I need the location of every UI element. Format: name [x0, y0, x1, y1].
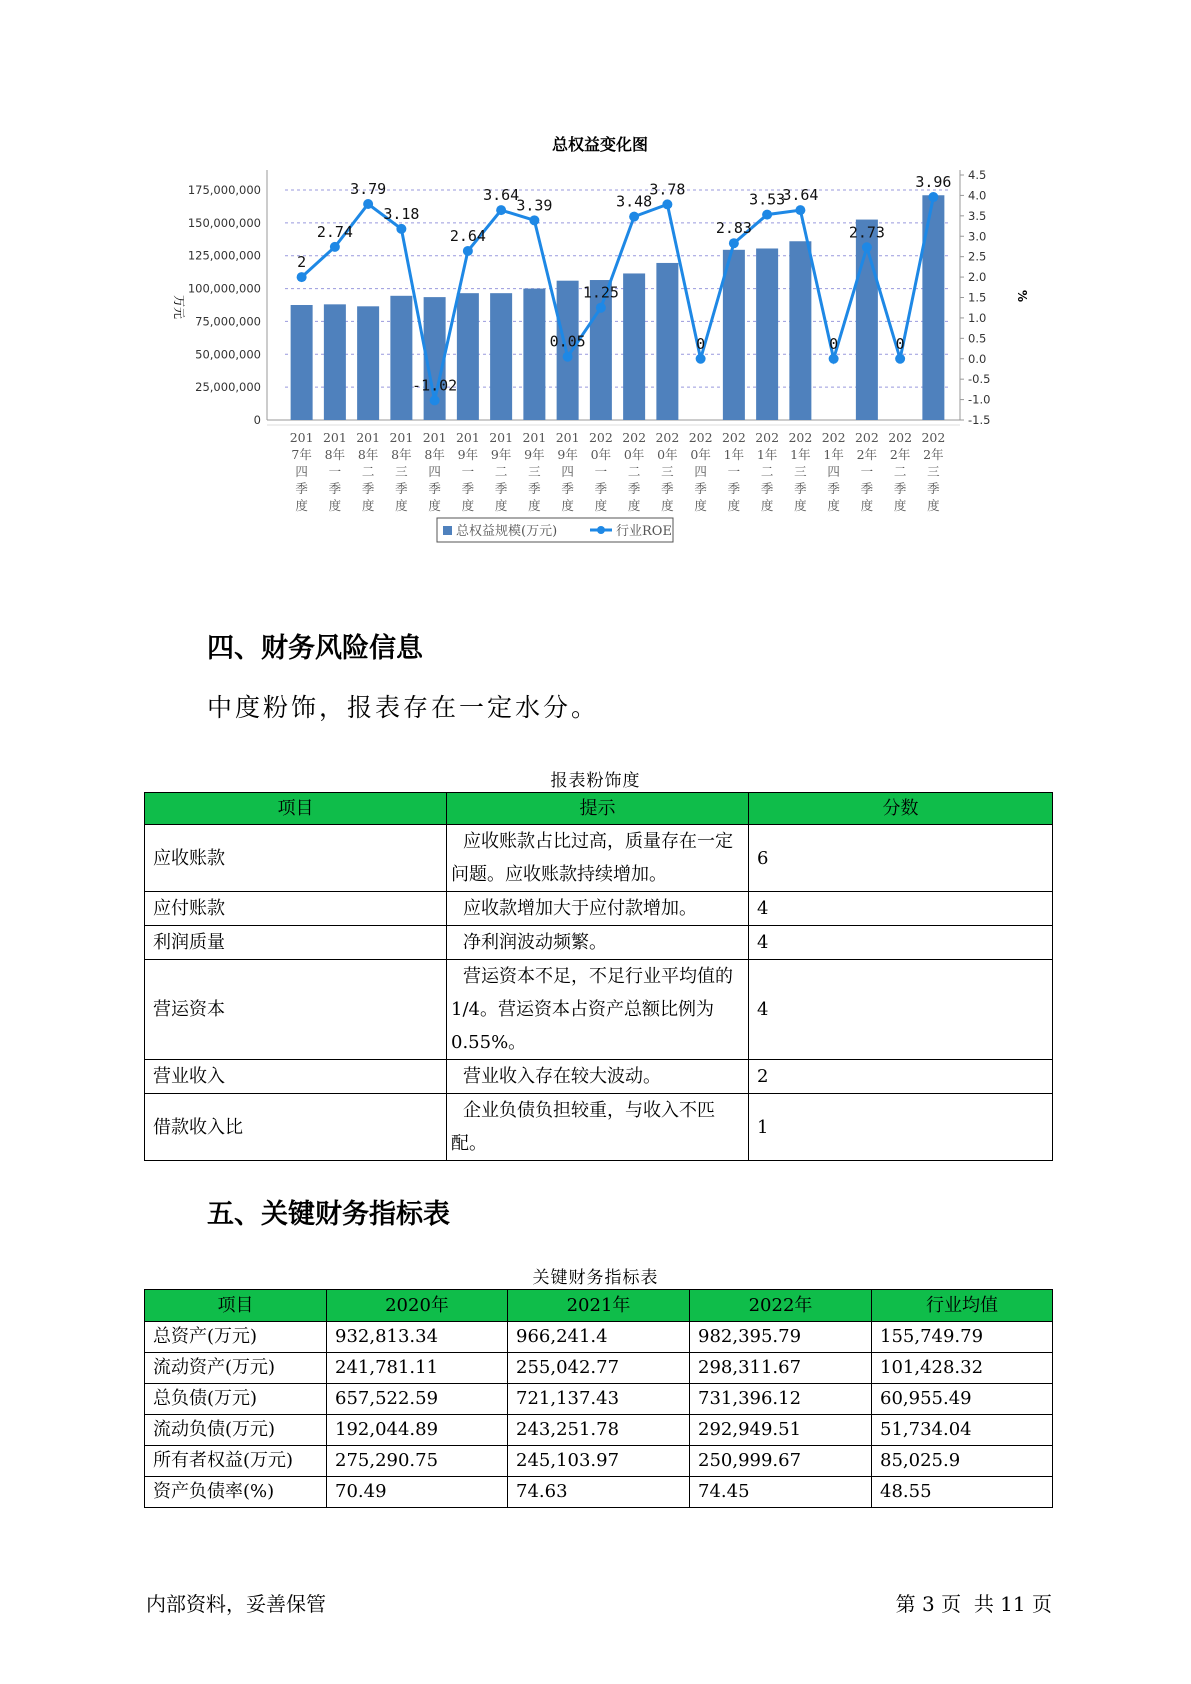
x-tick-label: 季: [794, 481, 807, 496]
table-row: [145, 1060, 1053, 1094]
bar: [656, 263, 678, 420]
x-tick-label: 202: [588, 430, 613, 445]
left-tick-label: 100,000,000: [187, 281, 261, 296]
roe-data-label: 2: [297, 253, 307, 272]
x-tick-label: 三: [927, 464, 940, 479]
x-tick-label: 度: [461, 498, 475, 513]
col-header: 分数: [749, 793, 1053, 825]
left-tick-label: 150,000,000: [187, 215, 261, 230]
table-cell: 48.55: [872, 1477, 1053, 1508]
x-tick-label: 201: [555, 430, 580, 445]
x-tick-label: 9年: [457, 447, 479, 462]
legend-marker-line: [597, 526, 605, 534]
x-tick-label: 0年: [623, 447, 645, 462]
x-tick-label: 季: [528, 481, 541, 496]
right-tick-label: 3.5: [968, 208, 987, 223]
roe-data-label: 3.48: [616, 192, 653, 211]
roe-data-label: 2.74: [316, 222, 353, 241]
right-tick-label: 2.5: [968, 249, 987, 264]
roe-data-label: 0: [895, 334, 905, 353]
x-tick-label: 季: [893, 481, 907, 496]
x-tick-label: 8年: [357, 447, 379, 462]
right-tick-label: 1.0: [968, 310, 987, 325]
x-tick-label: 度: [361, 498, 375, 513]
x-tick-label: 季: [860, 481, 874, 496]
x-tick-label: 度: [528, 498, 541, 513]
x-tick-label: 季: [494, 481, 508, 496]
right-tick-label: 4.0: [968, 188, 987, 203]
right-tick-label: 2.0: [968, 270, 987, 285]
table-row: [145, 926, 1053, 960]
roe-point: [729, 238, 739, 248]
table-row: [145, 1353, 1053, 1384]
x-tick-label: 季: [594, 481, 608, 496]
x-tick-label: 201: [389, 430, 414, 445]
x-tick-label: 1年: [756, 447, 778, 462]
x-tick-label: 度: [594, 498, 608, 513]
cell-item: 营业收入: [145, 1060, 447, 1094]
table-cell: 155,749.79: [872, 1322, 1053, 1353]
x-tick-label: 2年: [856, 447, 878, 462]
roe-point: [829, 354, 839, 364]
table-cell: 60,955.49: [872, 1384, 1053, 1415]
x-tick-label: 季: [328, 481, 342, 496]
roe-point: [895, 354, 905, 364]
roe-data-label: 3.78: [649, 180, 686, 199]
cell-hint: 企业负债负担较重，与收入不匹配。: [447, 1094, 749, 1161]
x-tick-label: 二: [760, 464, 774, 479]
x-tick-label: 二: [627, 464, 641, 479]
bar: [789, 241, 811, 420]
table-row: [145, 960, 1053, 1060]
cell-score: 4: [749, 892, 1053, 926]
roe-point: [463, 246, 473, 256]
page-number: 第 3 页 共 11 页: [895, 1592, 1052, 1616]
table-cell: 298,311.67: [690, 1353, 872, 1384]
cell-score: 1: [749, 1094, 1053, 1161]
x-tick-label: 季: [927, 481, 940, 496]
x-tick-label: 8年: [324, 447, 346, 462]
x-tick-label: 二: [893, 464, 907, 479]
table-cell: 932,813.34: [327, 1322, 508, 1353]
table-cell: 192,044.89: [327, 1415, 508, 1446]
x-tick-label: 季: [661, 481, 674, 496]
x-tick-label: 季: [694, 481, 707, 496]
cell-score: 4: [749, 926, 1053, 960]
x-tick-label: 202: [721, 430, 746, 445]
table-cell: 982,395.79: [690, 1322, 872, 1353]
x-tick-label: 0年: [657, 447, 678, 462]
x-tick-label: 202: [854, 430, 879, 445]
x-tick-label: 度: [395, 498, 408, 513]
roe-data-label: 3.64: [483, 186, 520, 205]
right-tick-label: -1.5: [968, 413, 991, 427]
cell-score: 4: [749, 960, 1053, 1060]
x-tick-label: 四: [827, 464, 840, 479]
section4-heading: 四、财务风险信息: [207, 633, 423, 664]
bar: [523, 289, 545, 420]
x-tick-label: 0年: [690, 447, 711, 462]
x-tick-label: 三: [395, 464, 408, 479]
roe-point: [430, 395, 440, 405]
table-cell: 70.49: [327, 1477, 508, 1508]
table-cell: 74.63: [508, 1477, 690, 1508]
bar: [291, 305, 313, 420]
y-axis-label-left: 万元: [172, 295, 186, 320]
table-cell: 资产负债率(%): [145, 1477, 327, 1508]
col-header: 提示: [447, 793, 749, 825]
legend-label-bar: 总权益规模(万元): [456, 524, 558, 539]
x-tick-label: 9年: [557, 447, 578, 462]
x-tick-label: 二: [494, 464, 508, 479]
table-cell: 966,241.4: [508, 1322, 690, 1353]
x-tick-label: 度: [760, 498, 774, 513]
x-tick-label: 度: [860, 498, 874, 513]
left-tick-label: 25,000,000: [195, 380, 261, 395]
table-cell: 51,734.04: [872, 1415, 1053, 1446]
x-tick-label: 季: [395, 481, 408, 496]
roe-data-label: 1.25: [582, 283, 619, 302]
x-tick-label: 度: [328, 498, 342, 513]
table-caption-risk: 报表粉饰度: [550, 771, 641, 791]
x-tick-label: 201: [422, 430, 447, 445]
x-tick-label: 度: [661, 498, 674, 513]
right-tick-label: 0.0: [968, 351, 987, 366]
x-tick-label: 季: [627, 481, 641, 496]
table-cell: 流动资产(万元): [145, 1353, 327, 1384]
cell-score: 6: [749, 825, 1053, 892]
risk-summary: 中度粉饰，报表存在一定水分。: [207, 693, 600, 722]
x-tick-label: 201: [522, 430, 547, 445]
x-tick-label: 度: [927, 498, 940, 513]
bar: [623, 273, 645, 420]
table-row: [145, 1415, 1053, 1446]
x-tick-label: 1年: [723, 447, 745, 462]
x-tick-label: 一: [328, 464, 342, 479]
table-cell: 243,251.78: [508, 1415, 690, 1446]
roe-point: [529, 215, 539, 225]
right-tick-label: 1.5: [968, 290, 987, 305]
roe-data-label: 3.18: [383, 204, 420, 223]
bar: [390, 296, 412, 420]
x-tick-label: 四: [561, 464, 574, 479]
x-tick-label: 度: [694, 498, 707, 513]
x-tick-label: 2年: [889, 447, 911, 462]
x-tick-label: 季: [727, 481, 741, 496]
x-tick-label: 202: [788, 430, 813, 445]
right-tick-label: 0.5: [968, 331, 987, 346]
x-tick-label: 度: [428, 498, 441, 513]
x-tick-label: 季: [760, 481, 774, 496]
x-tick-label: 202: [921, 430, 946, 445]
indicators-table: [144, 1289, 1053, 1508]
table-cell: 流动负债(万元): [145, 1415, 327, 1446]
roe-data-label: 0: [829, 334, 839, 353]
right-tick-label: -0.5: [968, 372, 991, 387]
roe-point: [662, 199, 672, 209]
roe-data-label: 3.79: [350, 179, 387, 198]
cell-hint: 应收款增加大于应付款增加。: [447, 892, 749, 926]
x-tick-label: 一: [461, 464, 475, 479]
table-cell: 85,025.9: [872, 1446, 1053, 1477]
table-row: [145, 1446, 1053, 1477]
table-row: [145, 892, 1053, 926]
x-tick-label: 季: [561, 481, 574, 496]
x-tick-label: 9年: [490, 447, 512, 462]
roe-data-label: 3.39: [516, 196, 553, 215]
x-tick-label: 202: [688, 430, 713, 445]
risk-table: [144, 792, 1053, 1161]
cell-hint: 应收账款占比过高，质量存在一定问题。应收账款持续增加。: [447, 825, 749, 892]
chart-title: 总权益变化图: [551, 135, 649, 154]
table-cell: 74.45: [690, 1477, 872, 1508]
cell-hint: 营运资本不足，不足行业平均值的1/4。营运资本占资产总额比例为0.55%。: [447, 960, 749, 1060]
table-cell: 所有者权益(万元): [145, 1446, 327, 1477]
roe-data-label: 3.96: [915, 173, 952, 192]
x-tick-label: 8年: [391, 447, 412, 462]
equity-chart: [150, 130, 1050, 600]
x-tick-label: 度: [893, 498, 907, 513]
roe-point: [629, 212, 639, 222]
left-tick-label: 175,000,000: [187, 183, 261, 197]
table-cell: 255,042.77: [508, 1353, 690, 1384]
table-row: [145, 1477, 1053, 1508]
roe-point: [795, 205, 805, 215]
x-tick-label: 四: [694, 464, 707, 479]
x-tick-label: 0年: [590, 447, 612, 462]
x-tick-label: 9年: [524, 447, 545, 462]
bar: [457, 293, 479, 420]
roe-point: [696, 354, 706, 364]
cell-item: 利润质量: [145, 926, 447, 960]
cell-item: 借款收入比: [145, 1094, 447, 1161]
roe-point: [563, 352, 573, 362]
bar: [756, 248, 778, 420]
cell-hint: 净利润波动频繁。: [447, 926, 749, 960]
x-tick-label: 202: [622, 430, 647, 445]
x-tick-label: 201: [289, 430, 314, 445]
x-tick-label: 202: [821, 430, 846, 445]
table-row: [145, 1322, 1053, 1353]
table-cell: 101,428.32: [872, 1353, 1053, 1384]
legend-swatch-bar: [443, 526, 452, 535]
x-tick-label: 201: [322, 430, 347, 445]
left-tick-label: 50,000,000: [195, 347, 261, 362]
x-tick-label: 一: [860, 464, 874, 479]
x-tick-label: 201: [489, 430, 514, 445]
table-row: [145, 1094, 1053, 1161]
bar: [490, 293, 512, 420]
y-axis-label-right: %: [1015, 290, 1029, 303]
roe-data-label: 2.64: [449, 226, 486, 245]
col-header: 项目: [145, 793, 447, 825]
x-tick-label: 度: [295, 498, 308, 513]
cell-score: 2: [749, 1060, 1053, 1094]
roe-point: [396, 224, 406, 234]
left-tick-label: 75,000,000: [195, 314, 261, 329]
footer-note: 内部资料，妥善保管: [146, 1592, 326, 1616]
x-tick-label: 度: [794, 498, 807, 513]
col-header: 2022年: [690, 1290, 872, 1322]
roe-data-label: 0: [696, 334, 706, 353]
x-tick-label: 三: [528, 464, 541, 479]
x-tick-label: 季: [361, 481, 375, 496]
right-tick-label: 4.5: [968, 168, 987, 182]
roe-data-label: 3.53: [749, 190, 786, 209]
roe-point: [297, 272, 307, 282]
x-tick-label: 1年: [823, 447, 844, 462]
table-cell: 241,781.11: [327, 1353, 508, 1384]
x-tick-label: 度: [727, 498, 741, 513]
col-header: 项目: [145, 1290, 327, 1322]
cell-hint: 营业收入存在较大波动。: [447, 1060, 749, 1094]
table-caption-indicators: 关键财务指标表: [532, 1268, 659, 1288]
cell-item: 应付账款: [145, 892, 447, 926]
right-tick-label: 3.0: [968, 229, 987, 244]
x-tick-label: 度: [561, 498, 574, 513]
roe-point: [762, 210, 772, 220]
x-tick-label: 度: [627, 498, 641, 513]
table-cell: 250,999.67: [690, 1446, 872, 1477]
x-tick-label: 度: [494, 498, 508, 513]
x-tick-label: 一: [594, 464, 608, 479]
x-tick-label: 季: [428, 481, 441, 496]
roe-point: [330, 242, 340, 252]
roe-data-label: 2.73: [848, 223, 885, 242]
x-tick-label: 一: [727, 464, 741, 479]
x-tick-label: 三: [794, 464, 807, 479]
bar: [357, 306, 379, 420]
roe-point: [496, 205, 506, 215]
col-header: 行业均值: [872, 1290, 1053, 1322]
table-row: [145, 1384, 1053, 1415]
table-cell: 657,522.59: [327, 1384, 508, 1415]
bar: [324, 304, 346, 420]
x-tick-label: 二: [361, 464, 375, 479]
table-cell: 721,137.43: [508, 1384, 690, 1415]
roe-data-label: 2.83: [715, 219, 752, 238]
right-tick-label: -1.0: [968, 392, 991, 407]
table-cell: 731,396.12: [690, 1384, 872, 1415]
x-tick-label: 四: [428, 464, 441, 479]
x-tick-label: 201: [356, 430, 381, 445]
table-row: [145, 825, 1053, 892]
x-tick-label: 度: [827, 498, 840, 513]
col-header: 2021年: [508, 1290, 690, 1322]
x-tick-label: 202: [888, 430, 913, 445]
table-cell: 292,949.51: [690, 1415, 872, 1446]
table-cell: 275,290.75: [327, 1446, 508, 1477]
col-header: 2020年: [327, 1290, 508, 1322]
x-tick-label: 2年: [923, 447, 944, 462]
roe-point: [862, 242, 872, 252]
x-tick-label: 四: [295, 464, 308, 479]
x-tick-label: 三: [661, 464, 674, 479]
x-tick-label: 季: [295, 481, 308, 496]
cell-item: 营运资本: [145, 960, 447, 1060]
section5-heading: 五、关键财务指标表: [207, 1199, 450, 1230]
x-tick-label: 7年: [291, 447, 312, 462]
x-tick-label: 8年: [424, 447, 445, 462]
x-tick-label: 202: [755, 430, 780, 445]
left-tick-label: 125,000,000: [187, 248, 261, 263]
cell-item: 应收账款: [145, 825, 447, 892]
x-tick-label: 季: [827, 481, 840, 496]
table-cell: 245,103.97: [508, 1446, 690, 1477]
roe-data-label: 0.05: [549, 332, 586, 351]
roe-data-label: -1.02: [412, 376, 458, 395]
legend-label-line: 行业ROE: [616, 524, 672, 539]
x-tick-label: 季: [461, 481, 475, 496]
roe-point: [363, 199, 373, 209]
x-tick-label: 201: [455, 430, 480, 445]
x-tick-label: 202: [655, 430, 680, 445]
roe-data-label: 3.64: [782, 186, 819, 205]
x-tick-label: 1年: [790, 447, 811, 462]
left-tick-label: 0: [253, 413, 261, 427]
roe-point: [596, 303, 606, 313]
table-cell: 总负债(万元): [145, 1384, 327, 1415]
roe-point: [928, 192, 938, 202]
table-cell: 总资产(万元): [145, 1322, 327, 1353]
